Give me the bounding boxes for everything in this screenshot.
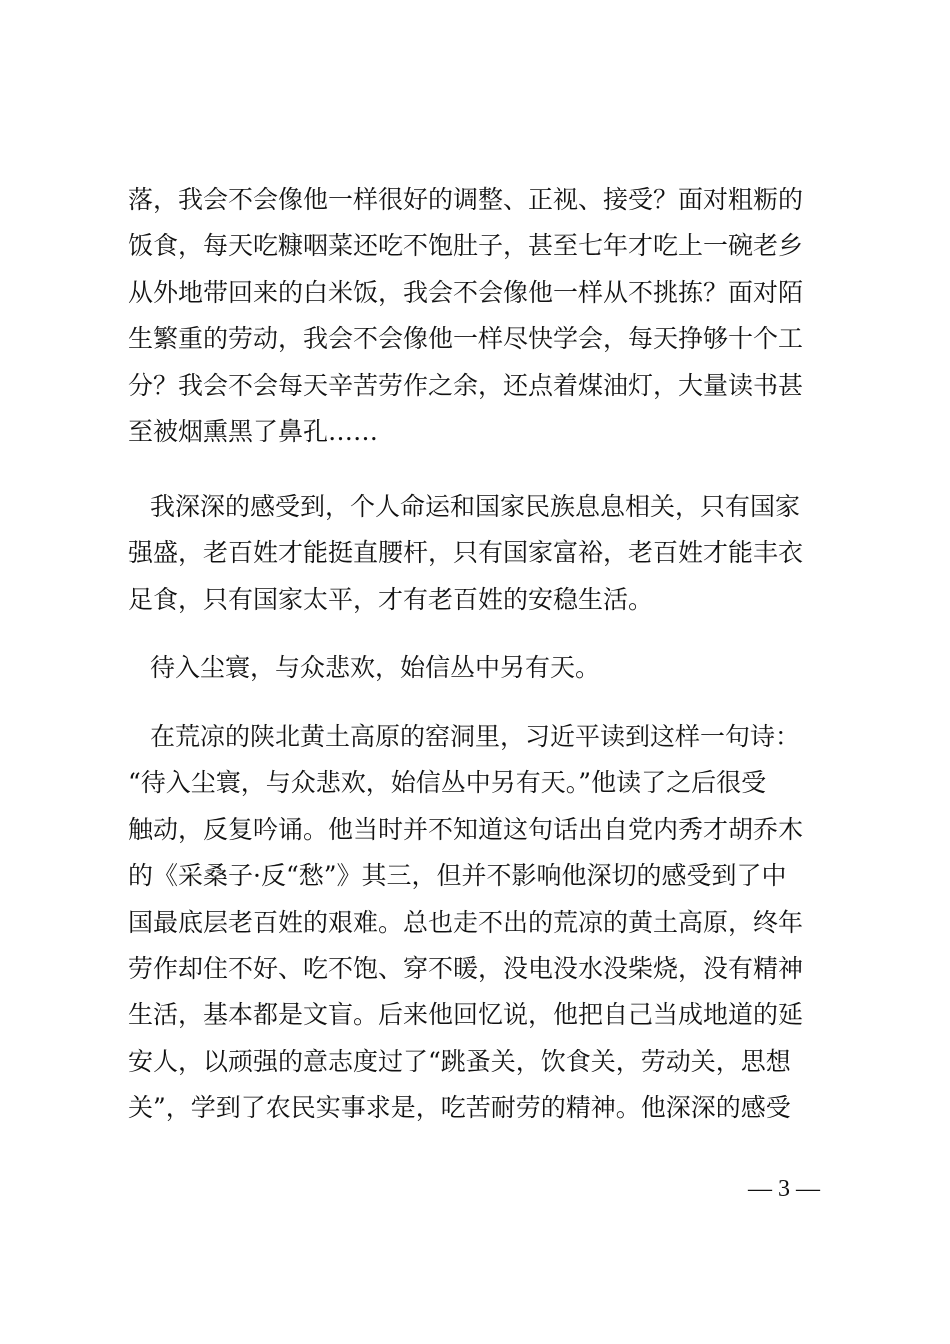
text-line: 饭食，每天吃糠咽菜还吃不饱肚子，甚至七年才吃上一碗老乡 bbox=[128, 231, 804, 261]
text-line: 分？我会不会每天辛苦劳作之余，还点着煤油灯，大量读书甚 bbox=[128, 370, 804, 400]
text-line: 至被烟熏黑了鼻孔…… bbox=[128, 416, 379, 446]
text-line: 足食，只有国家太平，才有老百姓的安稳生活。 bbox=[128, 584, 654, 614]
text-line: 国最底层老百姓的艰难。总也走不出的荒凉的黄土高原，终年 bbox=[128, 907, 804, 937]
text-line: 落，我会不会像他一样很好的调整、正视、接受？面对粗粝的 bbox=[128, 185, 804, 214]
text-line: 劳作却住不好、吃不饱、穿不暖，没电没水没柴烧，没有精神 bbox=[128, 953, 804, 983]
paragraph-4 bbox=[128, 714, 828, 1132]
page-number: — 3 — bbox=[748, 1176, 820, 1202]
text-line: 生活，基本都是文盲。后来他回忆说，他把自己当成地道的延 bbox=[128, 1000, 804, 1030]
text-line: 关”，学到了农民实事求是，吃苦耐劳的精神。他深深的感受 bbox=[128, 1093, 791, 1123]
paragraph-2 bbox=[128, 484, 828, 623]
text-line: 生繁重的劳动，我会不会像他一样尽快学会，每天挣够十个工 bbox=[128, 324, 804, 354]
text-line: 从外地带回来的白米饭，我会不会像他一样从不挑拣？面对陌 bbox=[128, 277, 804, 307]
text-line: 安人，以顽强的意志度过了“跳蚤关，饮食关，劳动关，思想 bbox=[128, 1046, 791, 1076]
text-line: “待入尘寰，与众悲欢，始信丛中另有天。”他读了之后很受 bbox=[128, 768, 767, 798]
paragraph-3 bbox=[128, 645, 828, 691]
text-line: 我深深的感受到，个人命运和国家民族息息相关，只有国家 bbox=[150, 492, 801, 521]
text-line: 待入尘寰，与众悲欢，始信丛中另有天。 bbox=[150, 653, 601, 682]
text-line: 触动，反复吟诵。他当时并不知道这句话出自党内秀才胡乔木 bbox=[128, 814, 804, 844]
paragraph-1 bbox=[128, 177, 828, 455]
text-line: 在荒凉的陕北黄土高原的窑洞里，习近平读到这样一句诗： bbox=[150, 722, 801, 751]
text-line: 强盛，老百姓才能挺直腰杆，只有国家富裕，老百姓才能丰衣 bbox=[128, 538, 804, 568]
text-line: 的《采桑子·反“愁”》其三，但并不影响他深切的感受到了中 bbox=[128, 861, 787, 891]
